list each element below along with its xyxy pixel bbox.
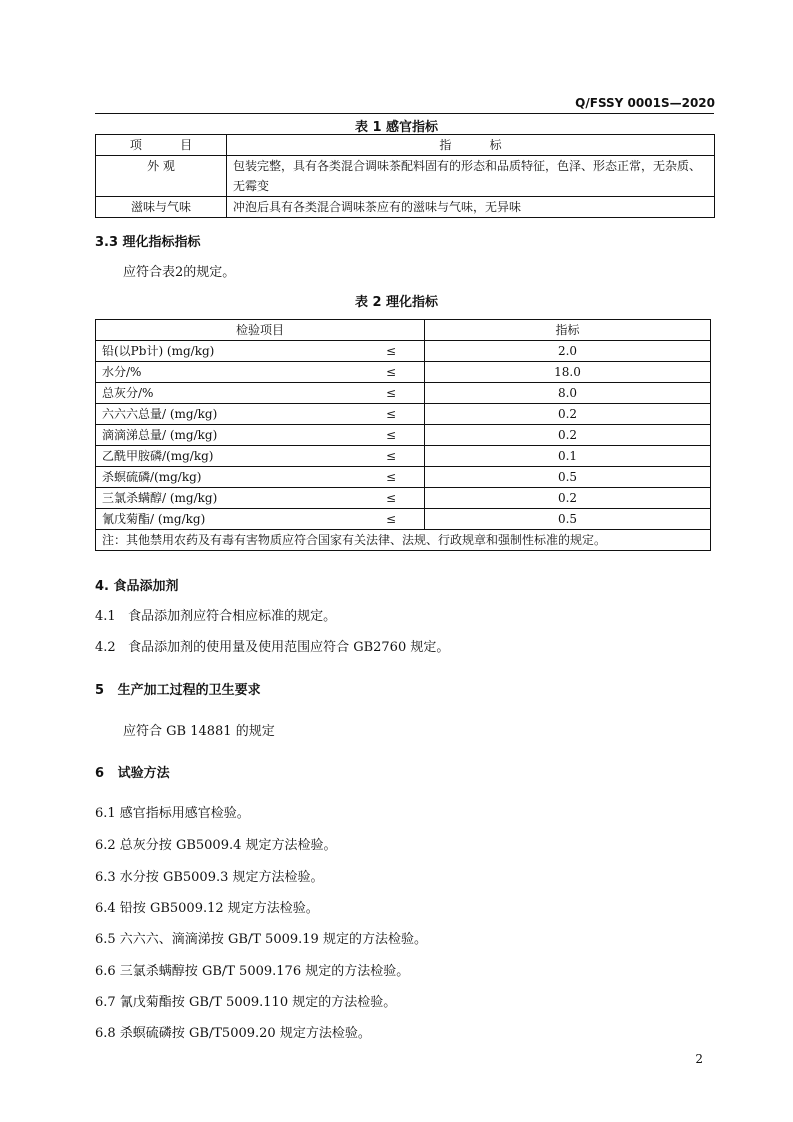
table-row	[96, 156, 715, 197]
row-item: 杀螟硫磷/(mg/kg)	[102, 470, 202, 484]
section-5-text: 应符合 GB 14881 的规定	[123, 724, 275, 739]
row-operator: ≤	[386, 407, 397, 421]
table-row	[96, 446, 711, 467]
table-row	[96, 383, 711, 404]
section-6-title: 6 试验方法	[95, 766, 170, 781]
section-3-3-text: 应符合表2的规定。	[123, 265, 236, 280]
row-item: 三氯杀螨醇/ (mg/kg)	[102, 491, 218, 505]
section-4-1-text: 4.1 食品添加剂应符合相应标准的规定。	[95, 609, 337, 624]
row-value: 18.0	[425, 362, 711, 383]
column-header-index: 指标	[425, 320, 711, 341]
list-item: 6.6 三氯杀螨醇按 GB/T 5009.176 规定的方法检验。	[95, 964, 410, 979]
row-value: 0.2	[425, 404, 711, 425]
row-operator: ≤	[386, 512, 397, 526]
page-number: 2	[695, 1052, 703, 1066]
row-operator: ≤	[386, 428, 397, 442]
row-value: 包装完整，具有各类混合调味茶配料固有的形态和品质特征，色泽、形态正常，无杂质、无霉变	[227, 156, 715, 197]
list-item: 6.2 总灰分按 GB5009.4 规定方法检验。	[95, 838, 337, 853]
row-operator: ≤	[386, 491, 397, 505]
table-row	[96, 404, 711, 425]
row-operator: ≤	[386, 365, 397, 379]
table-row	[96, 362, 711, 383]
row-operator: ≤	[386, 386, 397, 400]
list-item: 6.7 氰戊菊酯按 GB/T 5009.110 规定的方法检验。	[95, 995, 397, 1010]
row-item: 铅(以Pb计) (mg/kg)	[102, 344, 215, 358]
table-row	[96, 425, 711, 446]
row-item: 滴滴涕总量/ (mg/kg)	[102, 428, 218, 442]
header-rule	[95, 113, 714, 114]
row-value: 8.0	[425, 383, 711, 404]
row-item: 水分/%	[102, 365, 142, 379]
row-item: 乙酰甲胺磷/(mg/kg)	[102, 449, 214, 463]
section-4-title: 4. 食品添加剂	[95, 579, 179, 594]
section-5-title: 5 生产加工过程的卫生要求	[95, 683, 261, 698]
table-note-row	[96, 530, 711, 551]
row-item: 总灰分/%	[102, 386, 154, 400]
row-item: 外 观	[96, 156, 227, 197]
table2-caption: 表 2 理化指标	[354, 295, 439, 310]
list-item: 6.1 感官指标用感官检验。	[95, 806, 250, 821]
row-value: 0.2	[425, 488, 711, 509]
physicochemical-table	[95, 319, 711, 551]
row-operator: ≤	[386, 470, 397, 484]
table-header-row	[96, 135, 715, 156]
row-value: 2.0	[425, 341, 711, 362]
table-row	[96, 488, 711, 509]
column-header-item: 项 目	[96, 135, 227, 156]
table-row	[96, 197, 715, 218]
row-value: 0.5	[425, 509, 711, 530]
section-4-2-text: 4.2 食品添加剂的使用量及使用范围应符合 GB2760 规定。	[95, 640, 450, 655]
table-header-row	[96, 320, 711, 341]
list-item: 6.5 六六六、滴滴涕按 GB/T 5009.19 规定的方法检验。	[95, 932, 427, 947]
row-value: 0.2	[425, 425, 711, 446]
table-row	[96, 509, 711, 530]
document-code: Q/FSSY 0001S—2020	[575, 96, 715, 110]
row-value: 冲泡后具有各类混合调味茶应有的滋味与气味，无异味	[227, 197, 715, 218]
row-operator: ≤	[386, 449, 397, 463]
list-item: 6.4 铅按 GB5009.12 规定方法检验。	[95, 901, 319, 916]
table-note: 注：其他禁用农药及有毒有害物质应符合国家有关法律、法规、行政规章和强制性标准的规定。	[96, 530, 711, 551]
column-header-item: 检验项目	[96, 320, 425, 341]
list-item: 6.8 杀螟硫磷按 GB/T5009.20 规定方法检验。	[95, 1026, 371, 1041]
sensory-table	[95, 134, 715, 218]
row-value: 0.5	[425, 467, 711, 488]
row-item: 六六六总量/ (mg/kg)	[102, 407, 218, 421]
row-value: 0.1	[425, 446, 711, 467]
row-item: 氰戊菊酯/ (mg/kg)	[102, 512, 206, 526]
table-row	[96, 467, 711, 488]
row-item: 滋味与气味	[96, 197, 227, 218]
row-operator: ≤	[386, 344, 397, 358]
table1-caption: 表 1 感官指标	[354, 120, 439, 135]
list-item: 6.3 水分按 GB5009.3 规定方法检验。	[95, 870, 324, 885]
section-3-3-title: 3.3 理化指标指标	[95, 235, 201, 250]
table-row	[96, 341, 711, 362]
column-header-index: 指 标	[227, 135, 715, 156]
